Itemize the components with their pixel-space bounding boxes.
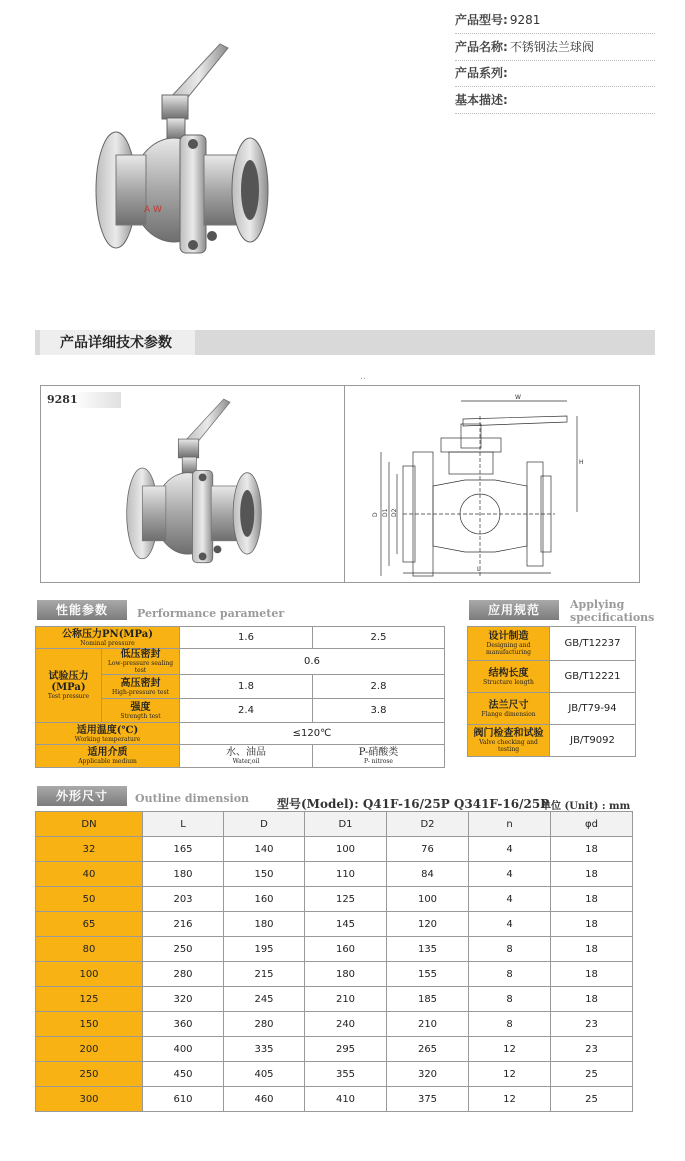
outline-title: 外形尺寸 bbox=[37, 786, 127, 806]
table-cell: 4 bbox=[469, 912, 551, 937]
table-cell: 210 bbox=[387, 1012, 469, 1037]
product-description-label: 基本描述: bbox=[455, 93, 508, 107]
product-name-row bbox=[455, 35, 655, 61]
performance-title-en: Performance parameter bbox=[137, 607, 285, 620]
applying-title-en-2: specifications bbox=[570, 611, 655, 624]
table-cell: 12 bbox=[469, 1062, 551, 1087]
table-cell: 25 bbox=[551, 1087, 633, 1112]
strength-label: 强度 Strength test bbox=[102, 699, 180, 723]
applying-title-en-1: Applying bbox=[570, 598, 625, 611]
pn-value-2: 2.5 bbox=[313, 627, 445, 649]
table-cell: 245 bbox=[224, 987, 305, 1012]
table-cell: 8 bbox=[469, 1012, 551, 1037]
header-phi-d: φd bbox=[551, 812, 633, 837]
table-cell: 12 bbox=[469, 1037, 551, 1062]
table-row bbox=[36, 937, 633, 962]
dn-cell: 65 bbox=[36, 912, 143, 937]
applying-row-value: GB/T12221 bbox=[550, 661, 636, 693]
dn-cell: 150 bbox=[36, 1012, 143, 1037]
table-cell: 295 bbox=[305, 1037, 387, 1062]
table-cell: 4 bbox=[469, 862, 551, 887]
temperature-value: ≤120℃ bbox=[180, 723, 445, 745]
table-row bbox=[36, 912, 633, 937]
table-cell: 375 bbox=[387, 1087, 469, 1112]
table-cell: 18 bbox=[551, 887, 633, 912]
medium-value-1: 水、油品 Water,oil bbox=[180, 745, 313, 768]
table-cell: 4 bbox=[469, 887, 551, 912]
dn-cell: 40 bbox=[36, 862, 143, 887]
panel-model-tag: 9281 bbox=[41, 392, 121, 408]
header-d2: D2 bbox=[387, 812, 469, 837]
table-cell: 110 bbox=[305, 862, 387, 887]
applying-title: 应用规范 bbox=[469, 600, 559, 620]
valve-product-photo bbox=[92, 40, 272, 270]
performance-table bbox=[35, 626, 445, 768]
dim-label-w: W bbox=[515, 394, 521, 401]
header-d: D bbox=[224, 812, 305, 837]
header-d1: D1 bbox=[305, 812, 387, 837]
dn-cell: 100 bbox=[36, 962, 143, 987]
dn-cell: 300 bbox=[36, 1087, 143, 1112]
product-model-row bbox=[455, 8, 655, 34]
table-row bbox=[36, 837, 633, 862]
table-row bbox=[36, 1062, 633, 1087]
table-cell: 265 bbox=[387, 1037, 469, 1062]
dn-cell: 80 bbox=[36, 937, 143, 962]
table-cell: 140 bbox=[224, 837, 305, 862]
table-cell: 145 bbox=[305, 912, 387, 937]
table-cell: 180 bbox=[224, 912, 305, 937]
table-cell: 84 bbox=[387, 862, 469, 887]
table-row bbox=[36, 1012, 633, 1037]
low-pressure-label: 低压密封 Low-pressure sealing test bbox=[102, 649, 180, 675]
dn-cell: 50 bbox=[36, 887, 143, 912]
table-cell: 400 bbox=[143, 1037, 224, 1062]
outline-unit: 单位 (Unit) : mm bbox=[541, 801, 631, 812]
dn-cell: 200 bbox=[36, 1037, 143, 1062]
table-cell: 405 bbox=[224, 1062, 305, 1087]
table-cell: 135 bbox=[387, 937, 469, 962]
table-cell: 280 bbox=[224, 1012, 305, 1037]
table-cell: 195 bbox=[224, 937, 305, 962]
dn-cell: 250 bbox=[36, 1062, 143, 1087]
table-cell: 450 bbox=[143, 1062, 224, 1087]
table-cell: 160 bbox=[305, 937, 387, 962]
dim-label-l: L bbox=[477, 566, 481, 573]
applying-row-value: JB/T9092 bbox=[550, 725, 636, 757]
table-cell: 8 bbox=[469, 962, 551, 987]
outline-title-en: Outline dimension bbox=[135, 792, 250, 805]
table-cell: 150 bbox=[224, 862, 305, 887]
strength-value-2: 3.8 bbox=[313, 699, 445, 723]
header-n: n bbox=[469, 812, 551, 837]
dim-label-d: D bbox=[372, 512, 379, 517]
technical-drawing-panel bbox=[344, 385, 640, 583]
performance-title: 性能参数 bbox=[37, 600, 127, 620]
table-cell: 76 bbox=[387, 837, 469, 862]
product-series-row bbox=[455, 61, 655, 87]
dn-cell: 125 bbox=[36, 987, 143, 1012]
product-description-row bbox=[455, 88, 655, 114]
table-cell: 23 bbox=[551, 1012, 633, 1037]
table-cell: 320 bbox=[143, 987, 224, 1012]
header-dn: DN bbox=[36, 812, 143, 837]
test-pressure-label: 试验压力 (MPa) Test pressure bbox=[36, 649, 102, 723]
table-cell: 18 bbox=[551, 987, 633, 1012]
medium-value-2: P-硝酸类 P- nitrose bbox=[313, 745, 445, 768]
medium-label: 适用介质 Applicable medium bbox=[36, 745, 180, 768]
applying-row-value: JB/T79-94 bbox=[550, 693, 636, 725]
high-pressure-value-2: 2.8 bbox=[313, 675, 445, 699]
table-cell: 100 bbox=[305, 837, 387, 862]
applying-row-label: 设计制造 Designing and manufacturing bbox=[468, 627, 550, 661]
table-cell: 18 bbox=[551, 937, 633, 962]
applying-row-label: 法兰尺寸 Flange dimension bbox=[468, 693, 550, 725]
table-cell: 410 bbox=[305, 1087, 387, 1112]
table-cell: 125 bbox=[305, 887, 387, 912]
table-cell: 360 bbox=[143, 1012, 224, 1037]
table-cell: 280 bbox=[143, 962, 224, 987]
valve-technical-drawing bbox=[345, 386, 639, 582]
table-cell: 18 bbox=[551, 962, 633, 987]
valve-panel-photo bbox=[119, 396, 269, 576]
product-model-value: 9281 bbox=[509, 13, 541, 27]
table-cell: 355 bbox=[305, 1062, 387, 1087]
table-cell: 18 bbox=[551, 837, 633, 862]
product-series-label: 产品系列: bbox=[455, 66, 508, 80]
table-cell: 460 bbox=[224, 1087, 305, 1112]
temperature-label: 适用温度(℃) Working temperature bbox=[36, 723, 180, 745]
table-cell: 8 bbox=[469, 987, 551, 1012]
table-row bbox=[36, 1087, 633, 1112]
table-cell: 165 bbox=[143, 837, 224, 862]
high-pressure-label: 高压密封 High-pressure test bbox=[102, 675, 180, 699]
table-cell: 18 bbox=[551, 912, 633, 937]
table-cell: 100 bbox=[387, 887, 469, 912]
table-cell: 203 bbox=[143, 887, 224, 912]
table-cell: 180 bbox=[143, 862, 224, 887]
outline-model-line: 型号(Model): Q41F-16/25P Q341F-16/25P bbox=[277, 797, 550, 811]
table-cell: 23 bbox=[551, 1037, 633, 1062]
dn-cell: 32 bbox=[36, 837, 143, 862]
dim-label-d2: D2 bbox=[391, 508, 398, 517]
header-l: L bbox=[143, 812, 224, 837]
product-photo-panel bbox=[40, 385, 345, 583]
dim-label-h: H bbox=[579, 459, 584, 466]
valve-stamp: A W bbox=[144, 205, 162, 215]
table-cell: 25 bbox=[551, 1062, 633, 1087]
table-cell: 320 bbox=[387, 1062, 469, 1087]
table-cell: 160 bbox=[224, 887, 305, 912]
applying-row-label: 阀门检查和试验 Valve checking and testing bbox=[468, 725, 550, 757]
pn-label: 公称压力PN(MPa) Nominal pressure bbox=[36, 627, 180, 649]
table-cell: 240 bbox=[305, 1012, 387, 1037]
outline-dimension-table bbox=[35, 811, 633, 1112]
table-cell: 18 bbox=[551, 862, 633, 887]
table-cell: 216 bbox=[143, 912, 224, 937]
product-name-label: 产品名称: bbox=[455, 40, 508, 54]
table-cell: 610 bbox=[143, 1087, 224, 1112]
table-cell: 155 bbox=[387, 962, 469, 987]
table-row bbox=[36, 887, 633, 912]
table-cell: 12 bbox=[469, 1087, 551, 1112]
applying-row-value: GB/T12237 bbox=[550, 627, 636, 661]
product-model-label: 产品型号: bbox=[455, 13, 508, 27]
table-cell: 180 bbox=[305, 962, 387, 987]
strength-value-1: 2.4 bbox=[180, 699, 313, 723]
table-cell: 4 bbox=[469, 837, 551, 862]
table-cell: 8 bbox=[469, 937, 551, 962]
applying-table bbox=[467, 626, 636, 757]
applying-row-label: 结构长度 Structure length bbox=[468, 661, 550, 693]
separator-dots: .. bbox=[360, 372, 366, 382]
table-row bbox=[36, 987, 633, 1012]
dim-label-d1: D1 bbox=[382, 508, 389, 517]
table-cell: 335 bbox=[224, 1037, 305, 1062]
high-pressure-value-1: 1.8 bbox=[180, 675, 313, 699]
table-cell: 120 bbox=[387, 912, 469, 937]
table-cell: 185 bbox=[387, 987, 469, 1012]
pn-value-1: 1.6 bbox=[180, 627, 313, 649]
section-title: 产品详细技术参数 bbox=[40, 330, 195, 355]
table-row bbox=[36, 862, 633, 887]
table-row bbox=[36, 1037, 633, 1062]
product-name-value: 不锈钢法兰球阀 bbox=[509, 40, 594, 54]
table-cell: 250 bbox=[143, 937, 224, 962]
table-cell: 215 bbox=[224, 962, 305, 987]
table-row bbox=[36, 962, 633, 987]
low-pressure-value: 0.6 bbox=[180, 649, 445, 675]
table-cell: 210 bbox=[305, 987, 387, 1012]
